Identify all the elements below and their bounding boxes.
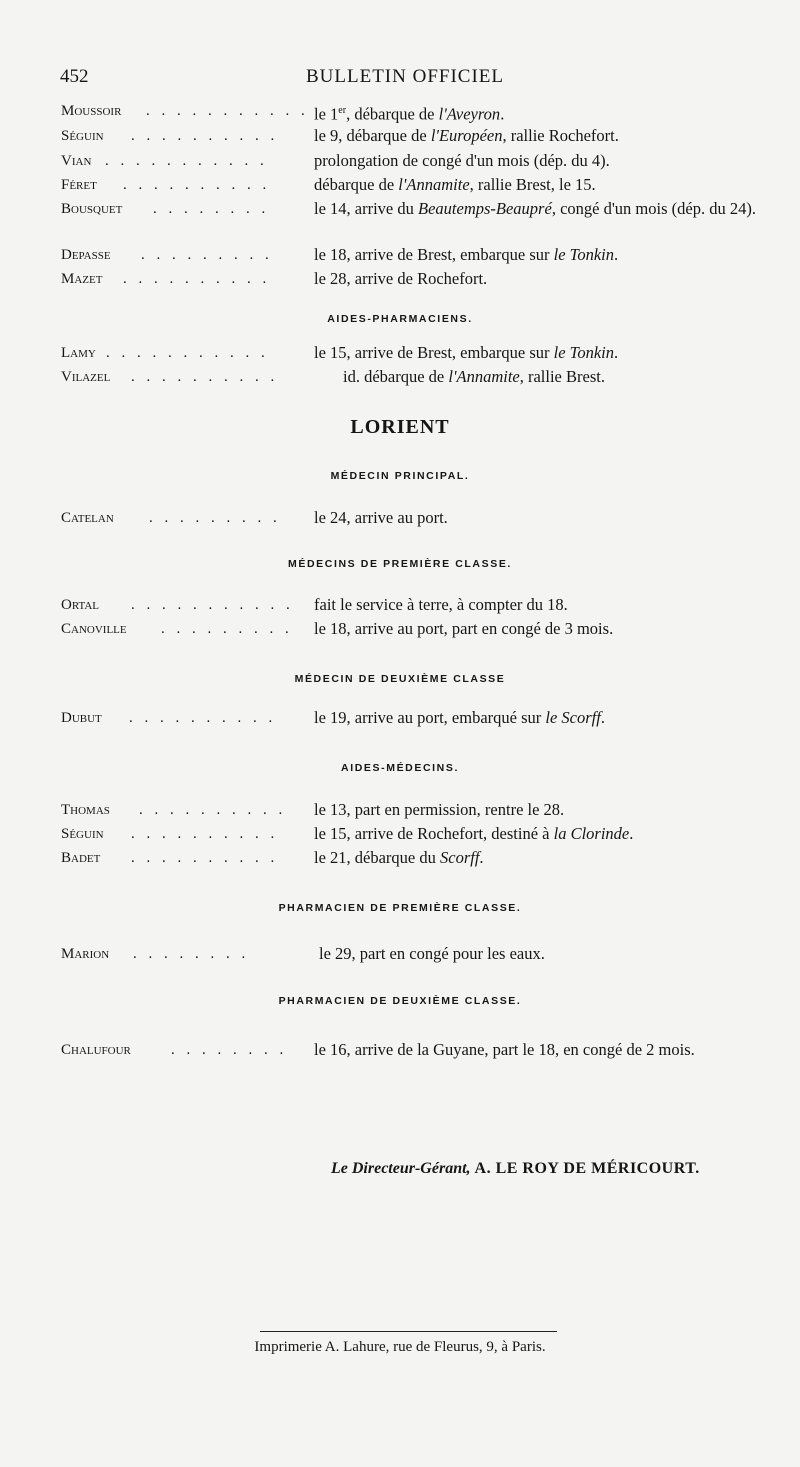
page-number: 452 — [60, 66, 89, 87]
entry-name: Moussoir — [61, 103, 122, 119]
signature-role: Le Directeur-Gérant, — [331, 1160, 471, 1177]
leader-dots: . . . . . . . . . . . — [146, 103, 309, 119]
leader-dots: . . . . . . . . — [171, 1042, 288, 1058]
city-heading: LORIENT — [350, 416, 450, 438]
leader-dots: . . . . . . . . . . . — [105, 153, 268, 169]
entry-ortal — [61, 594, 766, 616]
section-aides-medecins: AIDES-MÉDECINS. — [341, 762, 459, 774]
entry-text: fait le service à terre, à compter du 18. — [314, 595, 568, 614]
section-medecin-principal: MÉDECIN PRINCIPAL. — [330, 470, 470, 482]
leader-dots: . . . . . . . . . . . — [106, 345, 269, 361]
entry-text: le 19, arrive au port, embarqué sur le Scorff. — [314, 708, 605, 727]
entry-text: le 15, arrive de Rochefort, destiné à la Clorinde. — [314, 824, 634, 843]
signature-name: A. LE ROY DE MÉRICOURT. — [474, 1160, 700, 1177]
footer-rule — [260, 1331, 557, 1332]
section-medecins-premiere: MÉDECINS DE PREMIÈRE CLASSE. — [288, 558, 512, 570]
signature — [331, 1160, 700, 1178]
entry-seguin — [61, 125, 766, 147]
entry-text: le 24, arrive au port. — [314, 508, 448, 527]
entry-name: Séguin — [61, 128, 104, 144]
entry-thomas — [61, 799, 766, 821]
entry-text: le 16, arrive de la Guyane, part le 18, en congé de 2 mois. — [314, 1040, 695, 1059]
entry-text: prolongation de congé d'un mois (dép. du 4). — [314, 151, 610, 170]
section-aides-pharmaciens: AIDES-PHARMACIENS. — [327, 313, 473, 325]
entry-text: le 28, arrive de Rochefort. — [314, 269, 488, 288]
imprint-line: Imprimerie A. Lahure, rue de Fleurus, 9, à Paris. — [254, 1339, 546, 1355]
entry-name: Féret — [61, 177, 97, 193]
entry-name: Séguin — [61, 826, 104, 842]
leader-dots: . . . . . . . . . . — [131, 826, 279, 842]
leader-dots: . . . . . . . . . . — [131, 369, 279, 385]
section-pharmacien-deuxieme: PHARMACIEN DE DEUXIÈME CLASSE. — [278, 995, 522, 1007]
leader-dots: . . . . . . . . — [133, 946, 250, 962]
section-medecin-deuxieme: MÉDECIN DE DEUXIÈME CLASSE — [294, 673, 506, 685]
entry-mazet — [61, 268, 766, 290]
entry-name: Catelan — [61, 510, 114, 526]
entry-name: Chalufour — [61, 1042, 131, 1058]
entry-vian — [61, 150, 766, 172]
leader-dots: . . . . . . . . . . — [131, 850, 279, 866]
entry-marion — [61, 943, 766, 965]
entry-name: Bousquet — [61, 201, 123, 217]
entry-name: Mazet — [61, 271, 103, 287]
entry-text: le 18, arrive au port, part en congé de 3 mois. — [314, 619, 614, 638]
entry-badet — [61, 847, 766, 869]
entry-name: Canoville — [61, 621, 127, 637]
entry-dubut — [61, 707, 766, 729]
entry-text: le 18, arrive de Brest, embarque sur le Tonkin. — [314, 245, 619, 264]
leader-dots: . . . . . . . . . . — [123, 177, 271, 193]
entry-name: Badet — [61, 850, 101, 866]
entry-name: Thomas — [61, 802, 110, 818]
entry-chalufour — [61, 1039, 766, 1061]
entry-text: le 14, arrive du Beautemps-Beaupré, congé d'un mois (dép. du 24). — [314, 199, 756, 218]
entry-feret — [61, 174, 766, 196]
entry-text: débarque de l'Annamite, rallie Brest, le 15. — [314, 175, 596, 194]
entry-name: Lamy — [61, 345, 96, 361]
entry-vilazel — [61, 366, 766, 388]
page-header — [60, 66, 750, 90]
entry-name: Marion — [61, 946, 110, 962]
leader-dots: . . . . . . . . — [153, 201, 270, 217]
entry-name: Dubut — [61, 710, 102, 726]
entry-catelan — [61, 507, 766, 529]
entry-bousquet — [61, 198, 766, 220]
entry-depasse — [61, 244, 766, 266]
entry-text: le 15, arrive de Brest, embarque sur le Tonkin. — [314, 343, 619, 362]
entry-name: Ortal — [61, 597, 100, 613]
entry-text: le 1er, débarque de l'Aveyron. — [314, 104, 505, 124]
entry-text: le 9, débarque de l'Européen, rallie Rochefort. — [314, 126, 619, 145]
leader-dots: . . . . . . . . . . . — [131, 597, 294, 613]
entry-text: le 13, part en permission, rentre le 28. — [314, 800, 565, 819]
entry-lamy — [61, 342, 766, 364]
leader-dots: . . . . . . . . . . — [131, 128, 279, 144]
section-pharmacien-premiere: PHARMACIEN DE PREMIÈRE CLASSE. — [278, 902, 522, 914]
entry-seguin-2 — [61, 823, 766, 845]
running-title: BULLETIN OFFICIEL — [305, 66, 504, 87]
leader-dots: . . . . . . . . . . — [139, 802, 287, 818]
leader-dots: . . . . . . . . . . — [129, 710, 277, 726]
leader-dots: . . . . . . . . . — [149, 510, 281, 526]
entry-canoville — [61, 618, 766, 640]
entry-name: Vilazel — [61, 369, 111, 385]
entry-text: le 21, débarque du Scorff. — [314, 848, 484, 867]
entry-text: le 29, part en congé pour les eaux. — [319, 944, 545, 963]
leader-dots: . . . . . . . . . — [161, 621, 293, 637]
entry-moussoir — [61, 100, 766, 126]
entry-text: id. débarque de l'Annamite, rallie Brest. — [343, 367, 605, 386]
leader-dots: . . . . . . . . . . — [123, 271, 271, 287]
entry-name: Depasse — [61, 247, 111, 263]
leader-dots: . . . . . . . . . — [141, 247, 273, 263]
entry-name: Vian — [61, 153, 92, 169]
